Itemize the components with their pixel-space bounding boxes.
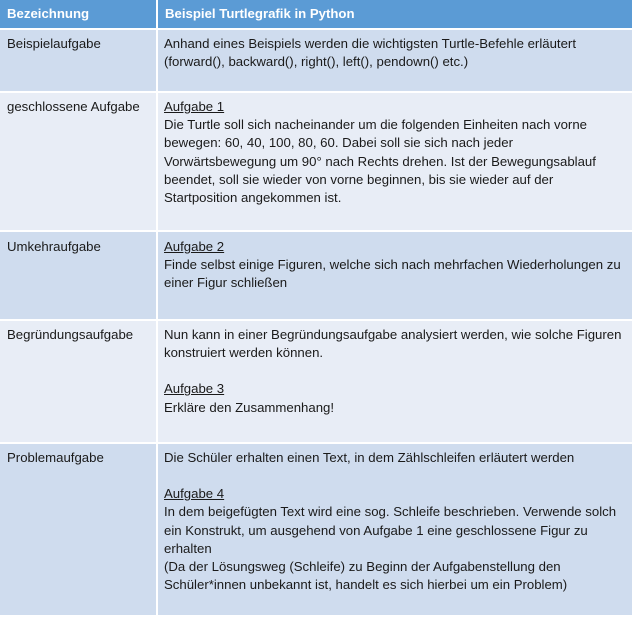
task-title: Aufgabe 4 (164, 486, 225, 502)
task-note: (Da der Lösungsweg (Schleife) zu Beginn der Aufgabenstellung den Schüler*innen unbekannt ist, handelt es sich hierbei um ein Problem) (164, 559, 568, 593)
task-text: Die Turtle soll sich nacheinander um die folgenden Einheiten nach vorne bewegen: 60, 40, 100, 80, 60. Dabei soll sie sich nach jeder Vorwärtsbewegung um 90° nach Rechts drehen. Ist der Bewegungsablauf beendet, soll sie wieder von vorne beginnen, bis sie wieder auf der Startposition angekommen ist. (164, 117, 596, 206)
task-text: Finde selbst einige Figuren, welche sich nach mehrfachen Wiederholungen zu einer Figur schließen (164, 257, 621, 291)
row-content (157, 320, 633, 443)
task-text: Erkläre den Zusammenhang! (164, 399, 335, 415)
spacer (164, 362, 625, 380)
row-content (157, 92, 633, 231)
row-label: Begründungsaufgabe (0, 320, 157, 443)
header-beispiel: Beispiel Turtlegrafik in Python (157, 0, 633, 29)
row-content (157, 443, 633, 616)
row-label: Problemaufgabe (0, 443, 157, 616)
header-bezeichnung: Bezeichnung (0, 0, 157, 29)
table-row (0, 231, 633, 320)
row-label: Umkehraufgabe (0, 231, 157, 320)
task-title: Aufgabe 2 (164, 239, 225, 254)
table-row (0, 320, 633, 443)
table-header-row (0, 0, 633, 29)
table-row (0, 443, 633, 616)
intro-text: Anhand eines Beispiels werden die wichtigsten Turtle-Befehle erläutert (forward(), backward(), right(), left(), pendown() etc.) (164, 36, 576, 70)
intro-text: Nun kann in einer Begründungsaufgabe analysiert werden, wie solche Figuren konstruiert werden können. (164, 327, 622, 361)
row-label: Beispielaufgabe (0, 29, 157, 92)
row-content (157, 231, 633, 320)
task-text: In dem beigefügten Text wird eine sog. Schleife beschrieben. Verwende solch ein Konstrukt, um ausgehend von Aufgabe 1 eine geschlossene Figur zu erhalten (164, 504, 617, 556)
row-content (157, 29, 633, 92)
table-row (0, 92, 633, 231)
spacer (164, 467, 625, 485)
row-label: geschlossene Aufgabe (0, 92, 157, 231)
task-title: Aufgabe 1 (164, 99, 225, 114)
task-title: Aufgabe 3 (164, 381, 225, 397)
table-row (0, 29, 633, 92)
intro-text: Die Schüler erhalten einen Text, in dem Zählschleifen erläutert werden (164, 450, 575, 465)
